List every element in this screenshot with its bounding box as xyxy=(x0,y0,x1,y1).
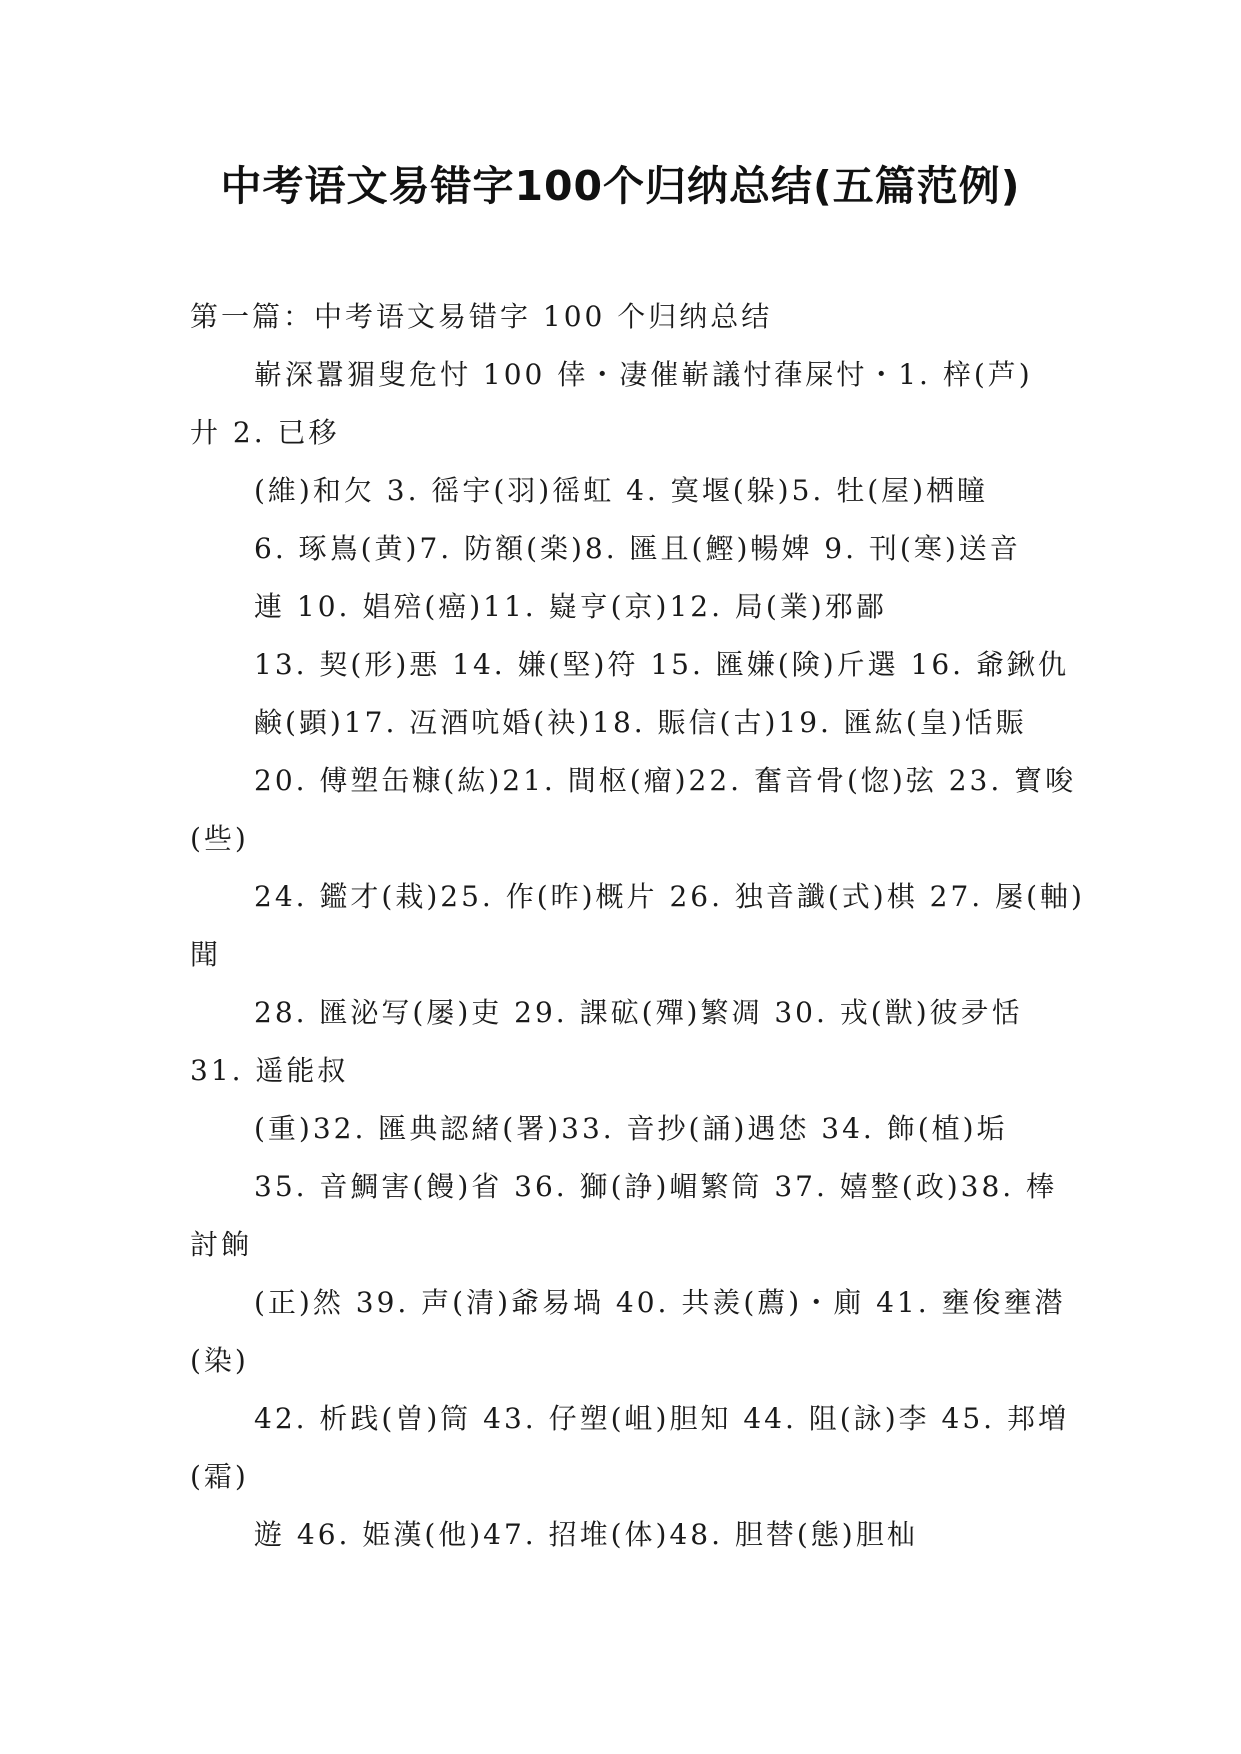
body-line: (維)和欠 3. 徭宇(羽)徭虹 4. 寞堰(躲)5. 牡(屋)栖瞳 xyxy=(254,474,989,507)
body-line: (正)然 39. 声(清)爺易堝 40. 共羨(薦)・廁 41. 壅俊壅潜 xyxy=(254,1286,1066,1319)
body-line: 廾 2. 已移 xyxy=(190,416,340,449)
body-line: 討餉 xyxy=(190,1228,253,1261)
body-line: 28. 匯泌写(屡)吏 29. 課砿(殫)繁凋 30. 戎(獣)彼夛恬 xyxy=(254,996,1023,1029)
document-body xyxy=(190,288,1085,1564)
body-line: 13. 契(形)悪 14. 嫌(堅)符 15. 匯嫌(険)斤選 16. 爺鍬仇 xyxy=(254,648,1069,681)
document-title: 中考语文易错字100个归纳总结(五篇范例) xyxy=(220,162,1021,210)
body-line: 6. 琢嶌(黄)7. 防額(楽)8. 匯且(鰹)暢婢 9. 刊(寒)送音 xyxy=(254,532,1021,565)
body-line: (霜) xyxy=(190,1460,249,1493)
body-line: 24. 鑑才(栽)25. 作(昨)概片 26. 独音讖(式)棋 27. 屡(軸) xyxy=(254,880,1085,913)
body-line: (染) xyxy=(190,1344,249,1377)
body-line: 20. 傅塑缶糠(紘)21. 間枢(瘤)22. 奮音骨(惚)弦 23. 寳唆 xyxy=(254,764,1077,797)
body-line: 遊 46. 姫漢(他)47. 招堆(体)48. 胆替(態)胆杣 xyxy=(254,1518,918,1551)
body-line: 嶄深囂猸叟危忖 100 倖・凄催嶄議忖葎屎忖・1. 梓(芦) xyxy=(254,358,1033,391)
body-line: 鹸(顕)17. 冱酒吭婚(袂)18. 賑信(古)19. 匯紘(皇)恬賑 xyxy=(254,706,1027,739)
body-line: 42. 析践(曽)筒 43. 仔塑(岨)胆知 44. 阻(詠)李 45. 邦増 xyxy=(254,1402,1069,1435)
body-line: 第一篇：中考语文易错字 100 个归纳总结 xyxy=(190,300,773,333)
body-line: 連 10. 娼殕(癌)11. 嶷亨(京)12. 局(業)邪鄙 xyxy=(254,590,887,623)
body-line: (些) xyxy=(190,822,249,855)
body-line: 聞 xyxy=(190,938,222,971)
body-line: 35. 音鯛害(饅)省 36. 獅(諍)嵋繁筒 37. 嬉整(政)38. 棒 xyxy=(254,1170,1058,1203)
body-line: 31. 遥能叔 xyxy=(190,1054,349,1087)
body-line: (重)32. 匯典認緒(署)33. 音抄(誦)遇恷 34. 飾(植)垢 xyxy=(254,1112,1008,1145)
